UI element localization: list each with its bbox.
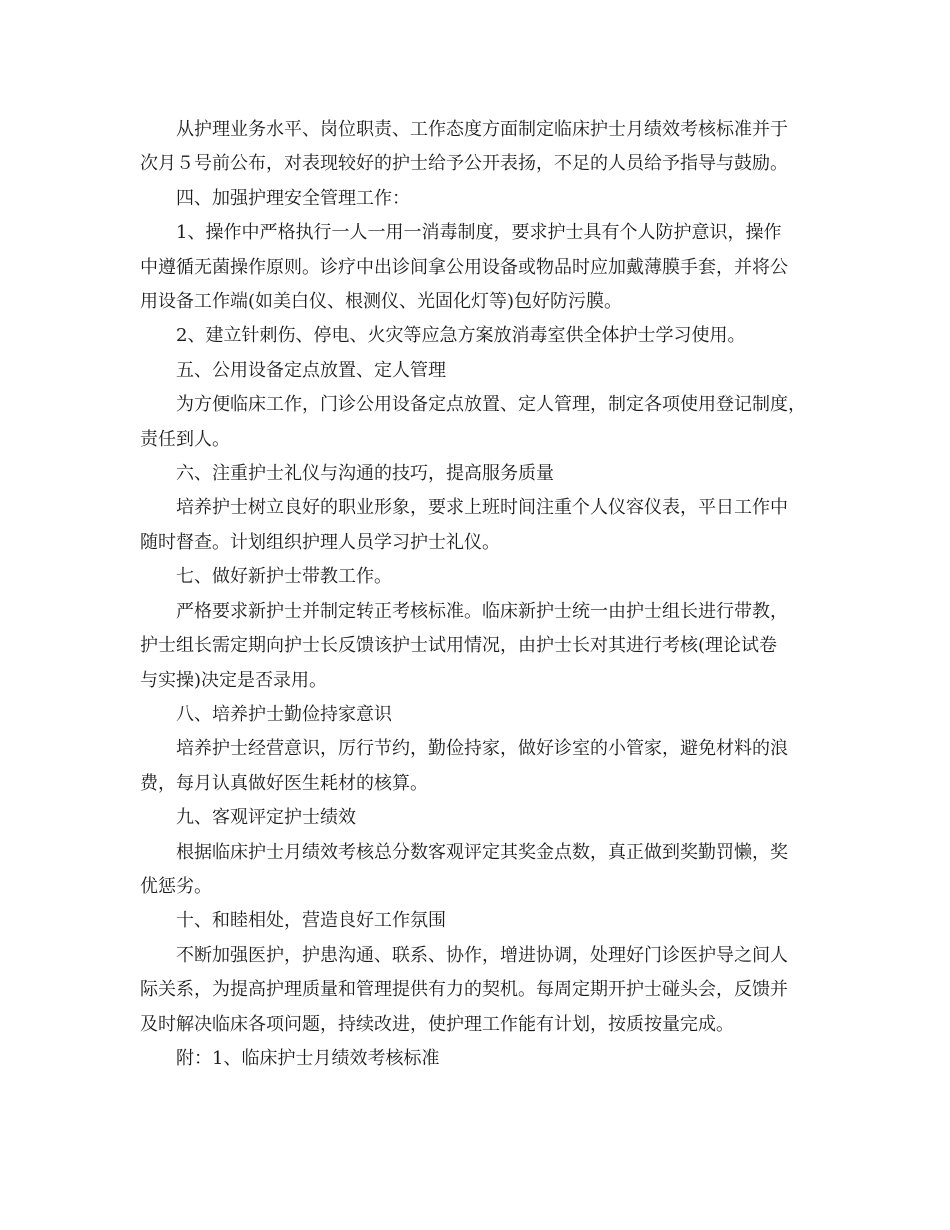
- text-line: 际关系，为提高护理质量和管理提供有力的契机。每周定期开护士碰头会，反馈并: [140, 979, 788, 1001]
- text-line: 费，每月认真做好医生耗材的核算。: [140, 772, 428, 794]
- heading-text: 六、注重护士礼仪与沟通的技巧，提高服务质量: [176, 463, 554, 485]
- section-heading-8: [140, 698, 830, 732]
- paragraph-equipment: [140, 388, 830, 457]
- text-line: 优惩劣。: [140, 875, 212, 897]
- appendix-line: [140, 1042, 830, 1076]
- section-heading-4: [140, 182, 830, 216]
- heading-text: 四、加强护理安全管理工作：: [176, 187, 410, 209]
- heading-text: 七、做好新护士带教工作。: [176, 566, 392, 588]
- section-heading-7: [140, 560, 830, 594]
- paragraph-evaluation-standard: [140, 113, 830, 182]
- paragraph-new-nurse-training: [140, 595, 830, 698]
- paragraph-emergency-plan: [140, 319, 830, 353]
- section-heading-9: [140, 801, 830, 835]
- text-line: 及时解决临床各项问题，持续改进，使护理工作能有计划，按质按量完成。: [140, 1013, 734, 1035]
- heading-text: 八、培养护士勤俭持家意识: [176, 703, 392, 725]
- text-line: 从护理业务水平、岗位职责、工作态度方面制定临床护士月绩效考核标准并于: [176, 119, 788, 140]
- document-body: [140, 113, 830, 1076]
- text-line: 2、建立针刺伤、停电、火灾等应急方案放消毒室供全体护士学习使用。: [176, 325, 746, 347]
- text-line: 中遵循无菌操作原则。诊疗中出诊间拿公用设备或物品时应加戴薄膜手套，并将公: [140, 256, 788, 278]
- section-heading-5: [140, 354, 830, 388]
- heading-text: 五、公用设备定点放置、定人管理: [176, 359, 446, 381]
- text-line: 次月５号前公布，对表现较好的护士给予公开表扬，不足的人员给予指导与鼓励。: [140, 153, 788, 175]
- text-line: 责任到人。: [140, 428, 230, 450]
- text-line: 不断加强医护，护患沟通、联系、协作，增进协调，处理好门诊医护导之间人: [176, 944, 788, 966]
- section-heading-10: [140, 904, 830, 938]
- text-line: 用设备工作端(如美白仪、根测仪、光固化灯等)包好防污膜。: [140, 291, 623, 313]
- paragraph-performance: [140, 836, 830, 905]
- text-line: 为方便临床工作，门诊公用设备定点放置、定人管理，制定各项使用登记制度，: [176, 394, 806, 416]
- paragraph-harmony: [140, 939, 830, 1042]
- text-line: 1、操作中严格执行一人一用一消毒制度，要求护士具有个人防护意识，操作: [176, 222, 782, 244]
- paragraph-etiquette: [140, 491, 830, 560]
- appendix-text: 附：1、临床护士月绩效考核标准: [176, 1047, 440, 1069]
- heading-text: 九、客观评定护士绩效: [176, 807, 356, 829]
- section-heading-6: [140, 457, 830, 491]
- text-line: 培养护士树立良好的职业形象，要求上班时间注重个人仪容仪表，平日工作中: [176, 497, 788, 519]
- paragraph-disinfection: [140, 216, 830, 319]
- text-line: 护士组长需定期向护士长反馈该护士试用情况，由护士长对其进行考核(理论试卷: [140, 635, 778, 657]
- text-line: 随时督查。计划组织护理人员学习护士礼仪。: [140, 531, 500, 553]
- text-line: 培养护士经营意识，厉行节约，勤俭持家，做好诊室的小管家，避免材料的浪: [176, 738, 788, 760]
- paragraph-frugality: [140, 732, 830, 801]
- text-line: 与实操)决定是否录用。: [140, 669, 328, 691]
- heading-text: 十、和睦相处，营造良好工作氛围: [176, 910, 446, 932]
- text-line: 严格要求新护士并制定转正考核标准。临床新护士统一由护士组长进行带教，: [176, 600, 788, 622]
- text-line: 根据临床护士月绩效考核总分数客观评定其奖金点数，真正做到奖勤罚懒，奖: [176, 841, 788, 863]
